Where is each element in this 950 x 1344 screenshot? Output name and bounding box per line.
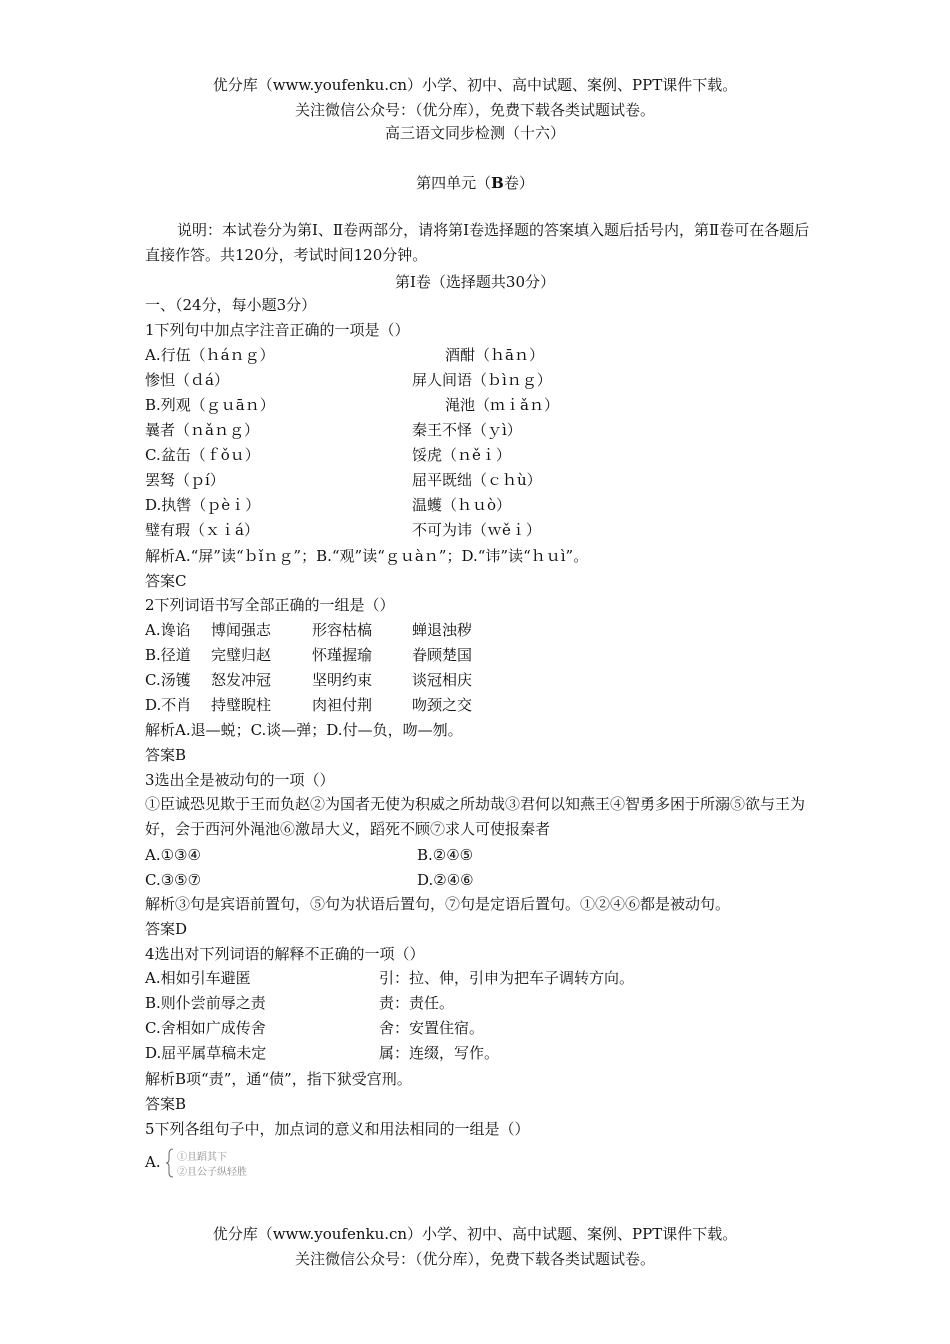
subtitle-bold: B — [491, 174, 504, 192]
page-subtitle — [0, 172, 950, 193]
q4-phrase: D.屈平属草稿未定 — [145, 1044, 267, 1062]
q3-analysis: 解析③句是宾语前置句，⑤句为状语后置句，⑦句是定语后置句。①②④⑥都是被动句。 — [145, 895, 731, 913]
q4-explanation: 引：拉、伸，引申为把车子调转方向。 — [379, 969, 635, 987]
q3-opt: A.①③④ — [145, 846, 201, 864]
q2-word: 谈冠相庆 — [412, 671, 473, 689]
q2-word: 蝉退浊秽 — [412, 621, 473, 639]
q2-word: 眷顾楚国 — [412, 646, 473, 664]
q2-opt-label: C.汤镬 — [145, 671, 191, 689]
q1-opt-right: 秦王不怿（ｙì） — [412, 421, 522, 439]
q3-opt: B.②④⑤ — [417, 846, 474, 864]
q5-stem: 5下列各组句子中，加点词的意义和用法相同的一组是（） — [145, 1120, 530, 1138]
q4-analysis: 解析B项“责”，通“债”，指下狱受宫刑。 — [145, 1070, 412, 1088]
q1-opt-left: 璧有瑕（ｘｉá） — [145, 521, 259, 539]
q1-opt-left: 罢驽（ｐí） — [145, 471, 225, 489]
q1-opt-left: D.执辔（ｐèｉ） — [145, 496, 261, 514]
q4-explanation: 属：连缀，写作。 — [379, 1044, 500, 1062]
q5-option-a-label: A. — [145, 1153, 161, 1171]
q2-answer: 答案B — [145, 746, 187, 764]
q2-word: 吻颈之交 — [412, 696, 473, 714]
q1-answer: 答案C — [145, 572, 187, 590]
q3-opt: C.③⑤⑦ — [145, 871, 202, 889]
q1-opt-right: 屈平既绌（ｃｈù） — [412, 471, 542, 489]
q5-option-a — [145, 1146, 325, 1180]
q5-option-a-line1: ①且蹈其下 — [177, 1152, 228, 1163]
q1-opt-right: 屏人间语（ｂìｎｇ） — [412, 371, 552, 389]
q3-opt: D.②④⑥ — [417, 871, 474, 889]
q5-option-a-brace — [165, 1146, 325, 1180]
header-line-1: 优分库（www.youfenku.cn）小学、初中、高中试题、案例、PPT课件下载。 — [212, 76, 738, 94]
q4-stem: 4选出对下列词语的解释不正确的一项（） — [145, 945, 425, 963]
q3-stem: 3选出全是被动句的一项（） — [145, 771, 335, 789]
q2-word: 完璧归赵 — [211, 646, 272, 664]
q2-analysis: 解析A.退—蜕；C.谈—弹；D.付—负，吻—刎。 — [145, 721, 463, 739]
q1-analysis: 解析A.“屏”读“ｂǐｎｇ”；B.“观”读“ｇｕàｎ”；D.“讳”读“ｈｕì”。 — [145, 547, 589, 565]
page-title: 高三语文同步检测（十六） — [384, 124, 565, 142]
subtitle-suffix: 卷） — [503, 174, 534, 192]
q1-opt-right: 不可为讳（ｗěｉ） — [412, 521, 541, 539]
q1-opt-left: 曩者（ｎǎｎｇ） — [145, 421, 259, 439]
q2-word: 怒发冲冠 — [211, 671, 272, 689]
part1-title: 第Ⅰ卷（选择题共30分） — [394, 273, 555, 291]
q2-word: 坚明约束 — [312, 671, 373, 689]
q4-explanation: 舍：安置住宿。 — [379, 1019, 485, 1037]
footer-line-2: 关注微信公众号：（优分库），免费下载各类试题试卷。 — [294, 1250, 655, 1268]
q4-answer: 答案B — [145, 1095, 187, 1113]
q1-opt-left: 惨怛（ｄá） — [145, 371, 229, 389]
q3-text: ①臣诚恐见欺于王而负赵②为国者无使为积威之所劫哉③君何以知燕王④智勇多困于所溺⑤欲与王为好，会于西河外渑池⑥激昂大义，蹈死不顾⑦求人可使报秦者 — [145, 795, 806, 838]
q4-phrase: C.舍相如广成传舍 — [145, 1019, 266, 1037]
q2-word: 博闻强志 — [211, 621, 272, 639]
header-line-2: 关注微信公众号：（优分库），免费下载各类试题试卷。 — [294, 101, 655, 119]
q4-phrase: B.则仆尝前辱之责 — [145, 994, 266, 1012]
q2-word: 形容枯槁 — [312, 621, 373, 639]
section1-heading: 一、（24分，每小题3分） — [145, 296, 317, 314]
q2-opt-label: B.径道 — [145, 646, 191, 664]
q2-word: 肉袒付荆 — [312, 696, 373, 714]
q2-stem: 2下列词语书写全部正确的一组是（） — [145, 596, 395, 614]
q1-opt-right: 渑池（ｍｉǎｎ） — [445, 396, 559, 414]
q2-opt-label: A.谗谄 — [145, 621, 191, 639]
q1-opt-left: C.盆缶（ｆǒｕ） — [145, 446, 260, 464]
q3-answer: 答案D — [145, 920, 188, 938]
q1-opt-right: 酒酣（ｈāｎ） — [445, 346, 544, 364]
q2-word: 怀瑾握瑜 — [312, 646, 373, 664]
q2-opt-label: D.不肖 — [145, 696, 192, 714]
q1-opt-right: 馁虎（ｎěｉ） — [412, 446, 511, 464]
q1-opt-left: B.列观（ｇｕāｎ） — [145, 396, 275, 414]
q1-stem: 1下列句中加点字注音正确的一项是（） — [145, 321, 410, 339]
q4-explanation: 责：责任。 — [379, 994, 455, 1012]
subtitle-prefix: 第四单元（ — [416, 174, 492, 192]
intro-paragraph: 说明：本试卷分为第Ⅰ、Ⅱ卷两部分，请将第Ⅰ卷选择题的答案填入题后括号内，第Ⅱ卷可在各题后直接作答。共120分，考试时间120分钟。 — [145, 221, 810, 264]
q1-opt-right: 温蠖（ｈｕò） — [412, 496, 512, 514]
footer-line-1: 优分库（www.youfenku.cn）小学、初中、高中试题、案例、PPT课件下载。 — [212, 1225, 738, 1243]
q4-phrase: A.相如引车避匿 — [145, 969, 251, 987]
q1-opt-left: A.行伍（ｈáｎｇ） — [145, 346, 275, 364]
q2-word: 持璧睨柱 — [211, 696, 272, 714]
q5-option-a-line2: ②且公子纵轻胜 — [177, 1167, 248, 1178]
